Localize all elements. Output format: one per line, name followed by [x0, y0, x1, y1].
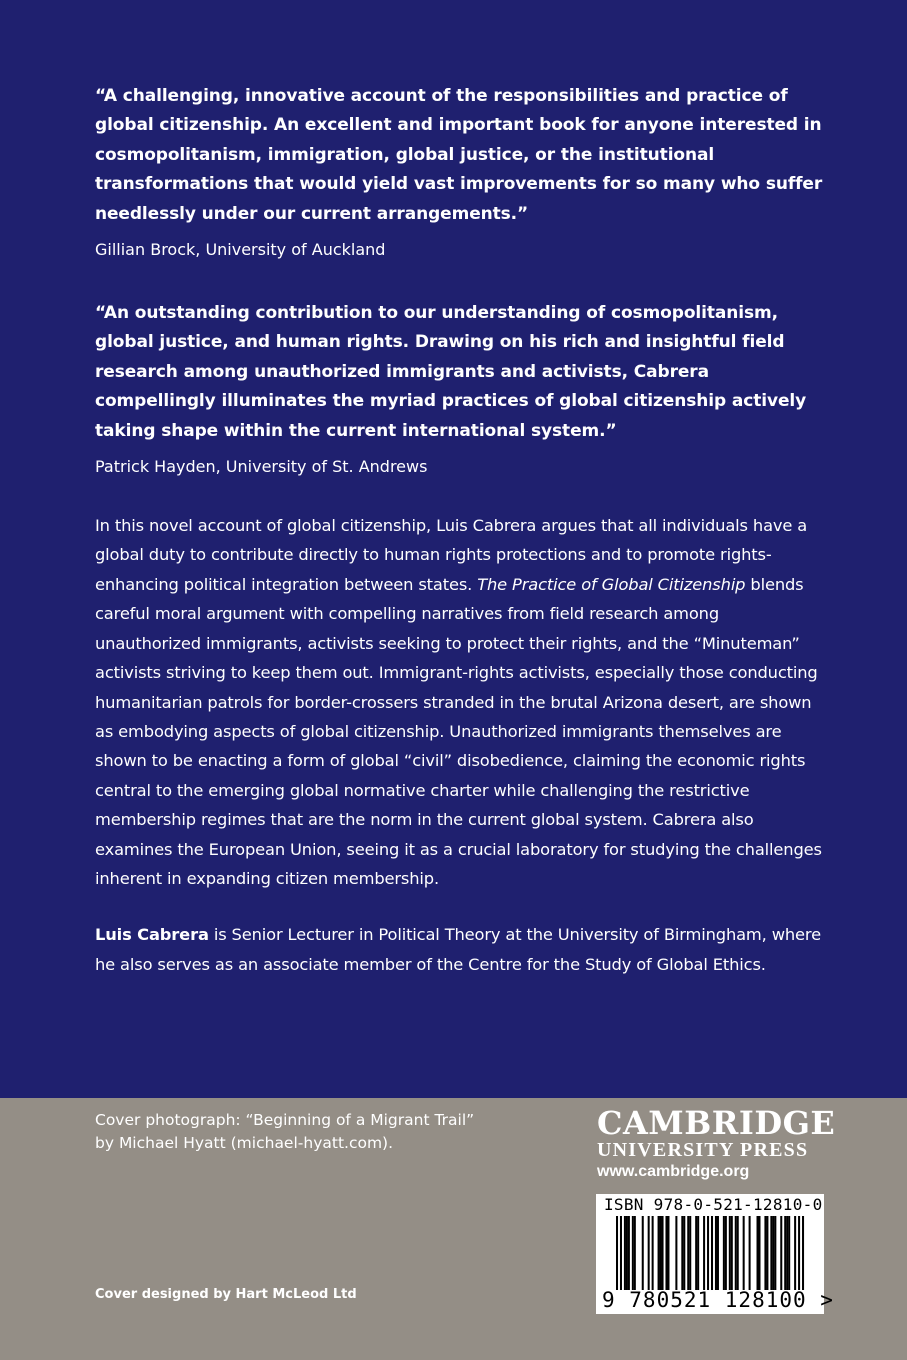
barcode-bar	[784, 1216, 786, 1290]
barcode-bar	[737, 1216, 739, 1290]
book-title-italic: The Practice of Global Citizenship	[477, 574, 746, 594]
barcode-bar	[757, 1216, 759, 1290]
barcode-bar	[689, 1216, 691, 1290]
endorsement-quote-2: “An outstanding contribution to our understanding of cosmopolitanism, global justice, and human rights. Drawing on his rich and insightful field research among unauthorized immigrants and activists, Cabrera compellingly illuminates the myriad practices of global citizenship actively taking shape within the current international system.”	[95, 303, 807, 441]
barcode-bar	[687, 1216, 689, 1290]
cover-text-block	[95, 82, 825, 979]
barcode-bar	[626, 1216, 628, 1290]
barcode-bar	[634, 1216, 636, 1290]
barcode-bar	[772, 1216, 774, 1290]
barcode-bar	[715, 1216, 717, 1290]
barcode-bar	[681, 1216, 683, 1290]
barcode-bar	[774, 1216, 776, 1290]
barcode-bar	[786, 1216, 788, 1290]
author-bio	[95, 920, 825, 979]
barcode-bar	[632, 1216, 634, 1290]
barcode-bar	[764, 1216, 766, 1290]
barcode-bar	[662, 1216, 664, 1290]
barcode-bar	[717, 1216, 719, 1290]
barcode-bar	[697, 1216, 699, 1290]
barcode-bar	[770, 1216, 772, 1290]
photo-credit	[95, 1109, 525, 1155]
barcode-bar	[798, 1216, 800, 1290]
description-text-2: blends careful moral argument with compelling narratives from field research among unauthorized immigrants, activists seeking to protect their rights, and the “Minuteman” activists striving to keep them out. Immigrant-rights activists, especially those conducting humanitarian patrols for border-crossers stranded in the brutal Arizona desert, are shown as embodying aspects of global citizenship. Unauthorized immigrants themselves are shown to be enacting a form of global “civil” disobedience, claiming the economic rights central to the emerging global normative charter while challenging the restrictive membership regimes that are the norm in the current global system. Cabrera also examines the European Union, seeing it as a crucial laboratory for studying the challenges inherent in expanding citizen membership.	[95, 574, 822, 888]
cover-designer-credit: Cover designed by Hart McLeod Ltd	[95, 1287, 357, 1302]
isbn-label: ISBN 978-0-521-12810-0	[604, 1195, 823, 1214]
isbn-barcode	[596, 1194, 834, 1314]
barcode-bar	[725, 1216, 727, 1290]
barcode-bar	[780, 1216, 782, 1290]
barcode-bar	[624, 1216, 626, 1290]
cover-footer-panel	[0, 1098, 907, 1360]
barcode-bar	[620, 1216, 622, 1290]
barcode-bar	[703, 1216, 705, 1290]
barcode-bar	[707, 1216, 709, 1290]
barcode-bar	[735, 1216, 737, 1290]
barcode-bar	[758, 1216, 760, 1290]
barcode-bar	[788, 1216, 790, 1290]
publisher-url: www.cambridge.org	[597, 1163, 750, 1180]
barcode-bar	[628, 1216, 630, 1290]
author-name: Luis Cabrera	[95, 925, 209, 945]
endorsement-attribution-1: Gillian Brock, University of Auckland	[95, 240, 386, 260]
publisher-name: CAMBRIDGE	[597, 1104, 836, 1142]
barcode-bar	[723, 1216, 725, 1290]
endorsement-attribution-2: Patrick Hayden, University of St. Andrews	[95, 457, 428, 477]
barcode-bar	[766, 1216, 768, 1290]
barcode-bar	[794, 1216, 796, 1290]
photo-credit-line-1: Cover photograph: “Beginning of a Migrant Trail”	[95, 1111, 475, 1129]
barcode-bar	[652, 1216, 654, 1290]
publisher-logo	[597, 1104, 836, 1184]
barcode-bar	[711, 1216, 713, 1290]
barcode-bar	[683, 1216, 685, 1290]
photo-credit-line-2: by Michael Hyatt (michael-hyatt.com).	[95, 1134, 394, 1152]
barcode-bar	[660, 1216, 662, 1290]
barcode-bar	[648, 1216, 650, 1290]
barcode-bar	[665, 1216, 667, 1290]
barcode-bar	[616, 1216, 618, 1290]
barcode-bar	[802, 1216, 804, 1290]
description-text-1: In this novel account of global citizenship, Luis Cabrera argues that all individuals have a global duty to contribute directly to human rights protections and to promote rights-enhancing political integration between states.	[95, 516, 808, 594]
barcode-bar	[731, 1216, 733, 1290]
barcode-bar	[642, 1216, 644, 1290]
barcode-digits: 9 780521 128100 >	[602, 1288, 834, 1312]
barcode-bar	[658, 1216, 660, 1290]
endorsement-quote-1: “A challenging, innovative account of the responsibilities and practice of global citizenship. An excellent and important book for anyone interested in cosmopolitanism, immigration, global justice, or the institutional transformations that would yield vast improvements for so many who suffer needlessly under our current arrangements.”	[95, 86, 823, 224]
barcode-bar	[729, 1216, 731, 1290]
book-description	[95, 511, 825, 893]
author-bio-text: is Senior Lecturer in Political Theory at the University of Birmingham, where he also serves as an associate member of the Centre for the Study of Global Ethics.	[95, 925, 821, 974]
barcode-bars	[602, 1216, 818, 1290]
barcode-bar	[675, 1216, 677, 1290]
barcode-bar	[743, 1216, 745, 1290]
publisher-subtitle: UNIVERSITY PRESS	[597, 1139, 809, 1161]
barcode-bar	[667, 1216, 669, 1290]
barcode-bar	[749, 1216, 751, 1290]
barcode-bar	[695, 1216, 697, 1290]
